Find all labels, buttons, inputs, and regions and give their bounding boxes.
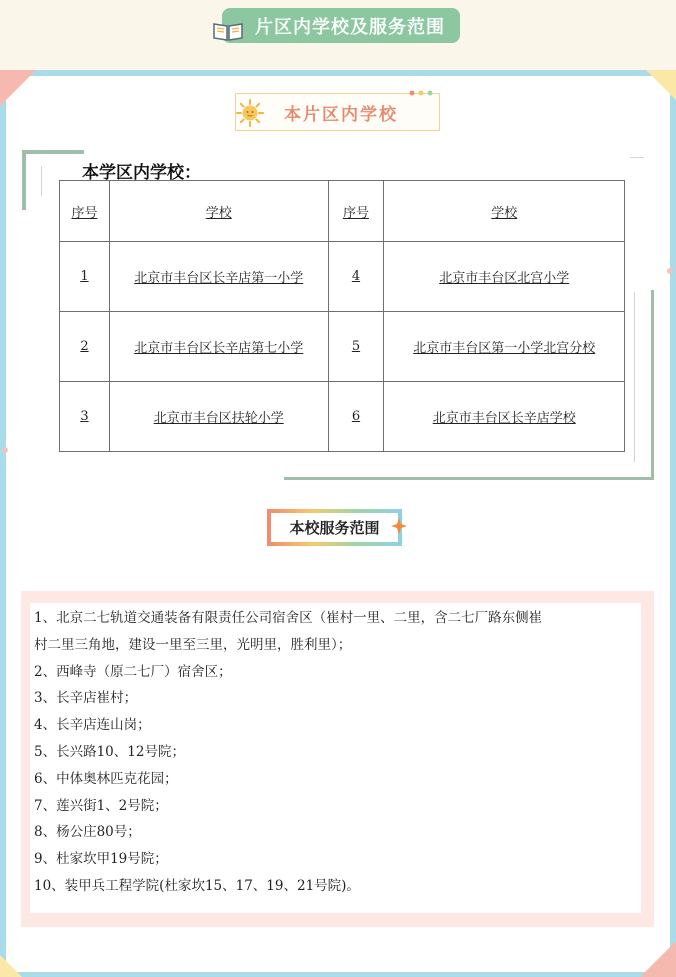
list-item: 2、西峰寺（原二七厂）宿舍区；: [34, 663, 232, 680]
frame-line: [22, 150, 26, 210]
table-cell-number: 2: [60, 312, 110, 382]
corner-decoration: [640, 941, 676, 977]
table-heading: 本学区内学校：: [82, 163, 201, 183]
table-row: [60, 312, 625, 382]
dots-decoration: [408, 89, 436, 97]
list-item: 7、莲兴街1、2号院；: [34, 797, 168, 814]
school-table: [59, 180, 625, 452]
table-row: [60, 242, 625, 312]
side-dot: [667, 268, 673, 274]
list-item: 4、长辛店连山岗；: [34, 717, 151, 734]
list-item: 8、杨公庄80号；: [34, 824, 141, 841]
section-title: 本校服务范围: [289, 519, 380, 537]
frame-line: [634, 292, 635, 462]
table-cell-number: 5: [328, 312, 384, 382]
column-header: 序号: [328, 181, 384, 242]
list-item: 9、杜家坎甲19号院；: [34, 851, 168, 868]
frame-line: [284, 477, 654, 480]
column-header: 学校: [109, 181, 328, 242]
corner-decoration: [0, 70, 36, 106]
frame-line: [41, 166, 42, 196]
list-item: 1、北京二七轨道交通装备有限责任公司宿舍区（崔村一里、二里，含二七厂路东侧崔: [34, 610, 543, 626]
list-item: 3、长辛店崔村；: [34, 690, 138, 707]
table-cell-school: 北京市丰台区长辛店第一小学: [109, 242, 328, 312]
side-dot: [2, 447, 8, 453]
table-row: [60, 382, 625, 452]
header-banner: [222, 8, 460, 43]
list-item: 10、装甲兵工程学院(杜家坎15、17、19、21号院)。: [34, 877, 360, 894]
list-item: 5、长兴路10、12号院；: [34, 743, 185, 760]
section-title: 本片区内学校: [284, 105, 398, 125]
open-book-icon: [212, 20, 244, 42]
table-cell-number: 4: [328, 242, 384, 312]
table-cell-number: 6: [328, 382, 384, 452]
table-cell-school: 北京市丰台区扶轮小学: [109, 382, 328, 452]
section-title-box: [235, 93, 440, 131]
table-cell-school: 北京市丰台区北宫小学: [384, 242, 625, 312]
table-cell-school: 北京市丰台区长辛店第七小学: [109, 312, 328, 382]
frame-line: [630, 157, 644, 158]
table-cell-number: 3: [60, 382, 110, 452]
service-area-list: [34, 605, 644, 900]
table-cell-number: 1: [60, 242, 110, 312]
frame-line: [22, 150, 84, 154]
sun-face-icon: [236, 99, 264, 127]
table-cell-school: 北京市丰台区第一小学北宫分校: [384, 312, 625, 382]
column-header: 学校: [384, 181, 625, 242]
column-header: 序号: [60, 181, 110, 242]
four-point-star-icon: [391, 518, 407, 534]
corner-decoration: [646, 70, 676, 100]
list-item: 村二里三角地，建设一里至三里，光明里，胜利里）；: [34, 636, 352, 653]
section-title-box: [267, 509, 402, 546]
header-title: 片区内学校及服务范围: [255, 16, 445, 38]
table-header-row: [60, 181, 625, 242]
frame-line: [651, 290, 654, 480]
table-cell-school: 北京市丰台区长辛店学校: [384, 382, 625, 452]
list-item: 6、中体奥林匹克花园；: [34, 770, 178, 787]
corner-decoration: [0, 955, 22, 977]
